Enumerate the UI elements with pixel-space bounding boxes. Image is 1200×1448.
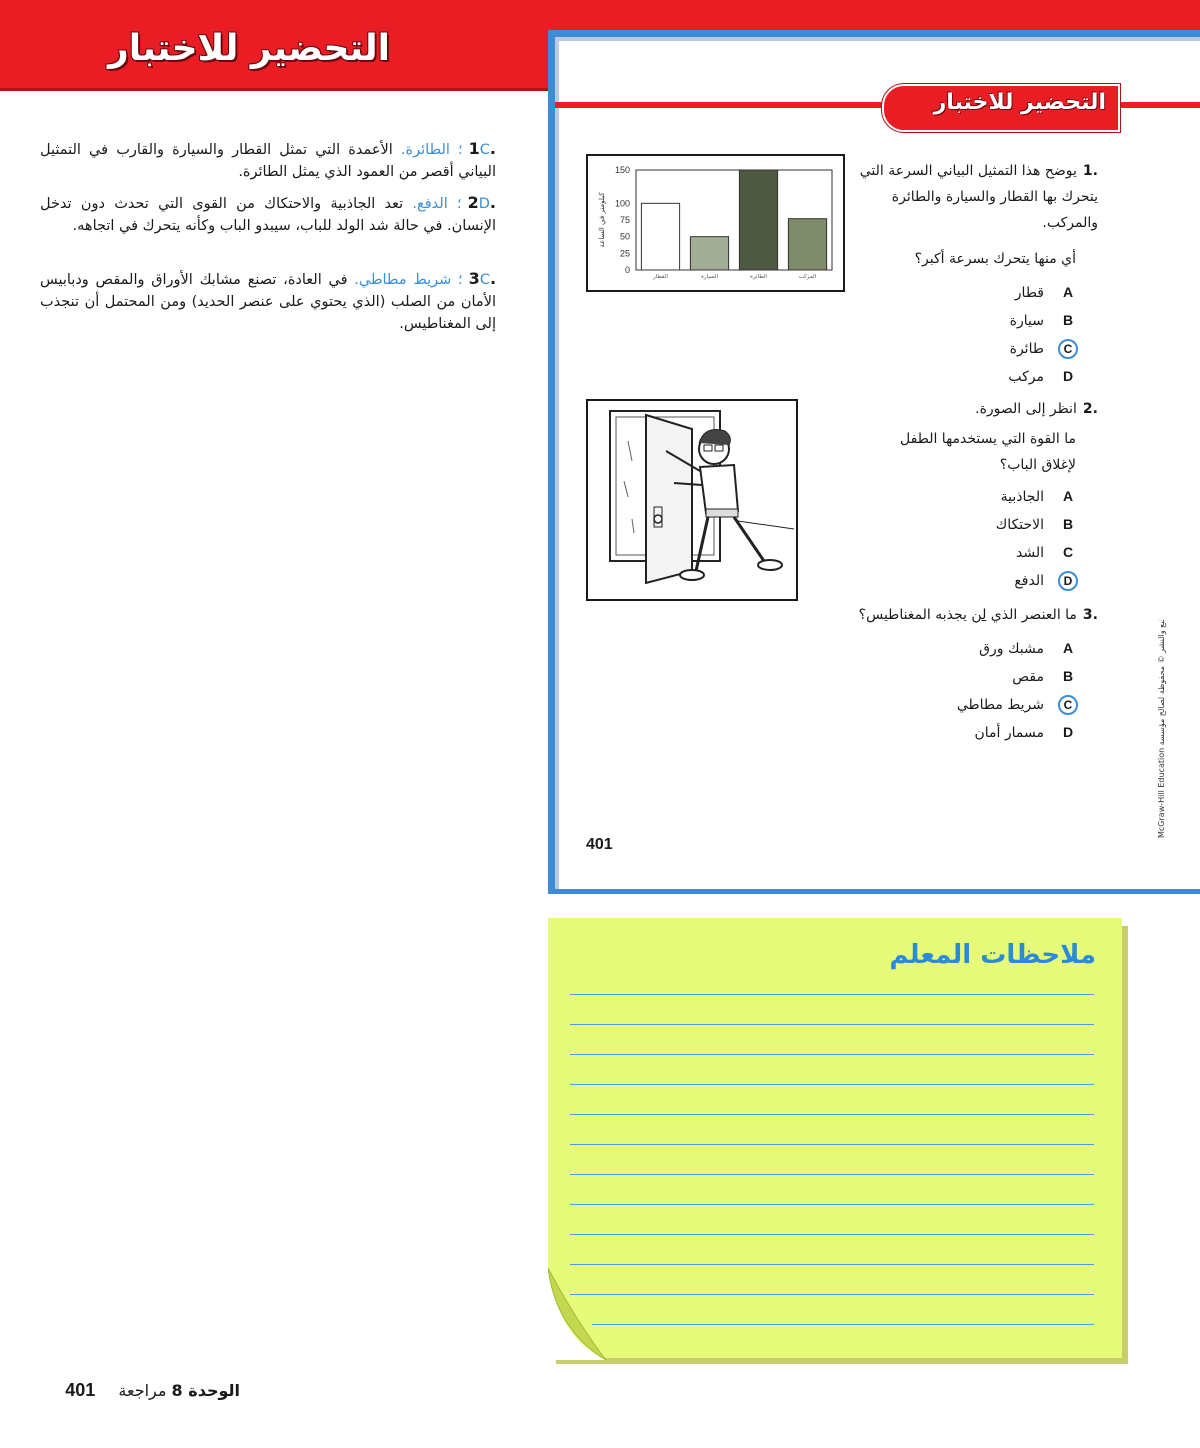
q3-option-c[interactable] <box>918 692 1078 718</box>
note-line <box>570 1084 1094 1085</box>
question-stem-emphasis: لن <box>971 607 987 623</box>
note-line <box>570 1294 1094 1295</box>
question-number: .2 <box>1082 401 1098 417</box>
question-stem: يوضح هذا التمثيل البياني السرعة التي يتحرك بها القطار والسيارة والطائرة والمركب. <box>859 163 1098 231</box>
question-number: .1 <box>1082 163 1098 179</box>
option-letter: D <box>1062 724 1074 740</box>
answer-3 <box>40 268 496 335</box>
q2-option-d[interactable] <box>918 568 1078 594</box>
note-line <box>570 1204 1094 1205</box>
y-tick-label: 75 <box>619 215 630 225</box>
footer-page-number: 401 <box>65 1380 96 1400</box>
answer-key: D؛ الدفع. <box>412 196 490 212</box>
copyright-text: McGraw-Hill Education حقوق الطبع والنشر © محفوظة لصالح مؤسسة <box>1157 620 1166 838</box>
option-letter: C <box>1062 544 1074 560</box>
note-line <box>570 1264 1094 1265</box>
correct-answer-circle: C <box>1058 695 1078 715</box>
question-3 <box>820 602 1098 628</box>
option-text: الشد <box>1016 545 1044 561</box>
page-footer <box>40 1380 240 1401</box>
y-tick-label: 150 <box>614 165 630 175</box>
note-line <box>570 1234 1094 1235</box>
x-category-label: الطائرة <box>750 274 767 280</box>
chart-canvas <box>588 156 843 290</box>
option-text: شريط مطاطي <box>956 697 1044 713</box>
y-tick-label: 0 <box>624 265 630 275</box>
page-curl <box>548 1268 608 1364</box>
y-tick-label: 25 <box>619 248 630 259</box>
question-stem-start: ما العنصر الذي <box>986 607 1077 623</box>
student-page-title: التحضير للاختبار <box>933 90 1106 115</box>
option-text: الجاذبية <box>1000 489 1044 505</box>
option-letter: B <box>1062 668 1074 684</box>
answer-text: تعد الجاذبية والاحتكاك من القوى التي تحدث دون تدخل الإنسان. في حالة شد الولد للباب، سيبدو الباب وكأنه يتحرك في اتجاهه. <box>40 196 496 234</box>
question-stem: انظر إلى الصورة. <box>975 401 1077 417</box>
option-text: الدفع <box>1014 573 1044 589</box>
x-category-label: القطار <box>653 274 668 280</box>
x-category-label: المركب <box>798 274 817 280</box>
option-letter: D <box>1062 368 1074 384</box>
q2-option-c[interactable] <box>918 540 1078 566</box>
y-tick-label: 100 <box>614 198 630 209</box>
answer-text: الأعمدة التي تمثل القطار والسيارة والقارب في التمثيل البياني أقصر من العمود الذي يمثل الطائرة. <box>40 142 496 180</box>
boy-closing-door-illustration <box>586 399 798 601</box>
copyright-credit <box>1150 620 1170 840</box>
option-letter: B <box>1062 312 1074 328</box>
option-text: مركب <box>1008 369 1044 385</box>
option-letter: B <box>1062 516 1074 532</box>
question-number: .3 <box>1082 607 1098 623</box>
note-line <box>570 1144 1094 1145</box>
question-1-prompt: أي منها يتحرك بسرعة أكبر؟ <box>914 251 1076 267</box>
q1-option-c[interactable] <box>918 336 1078 362</box>
q2-option-a[interactable] <box>918 484 1078 510</box>
y-tick-label: 50 <box>619 231 630 242</box>
door-drawing <box>588 401 796 599</box>
correct-answer-circle: C <box>1058 339 1078 359</box>
q1-option-d[interactable] <box>918 364 1078 390</box>
bar-3 <box>739 170 777 270</box>
option-text: مشبك ورق <box>979 641 1044 657</box>
option-letter: A <box>1062 640 1074 656</box>
option-text: مقص <box>1012 669 1044 685</box>
chart-y-axis-label: كيلومتر في الساعة <box>598 192 606 248</box>
speed-bar-chart <box>586 154 845 292</box>
question-2-prompt: ما القوة التي يستخدمها الطفل لإغلاق الباب؟ <box>900 431 1076 473</box>
question-2 <box>900 396 1098 422</box>
note-line <box>570 1054 1094 1055</box>
bar-4 <box>788 219 826 270</box>
option-text: قطار <box>1014 285 1044 301</box>
q1-option-b[interactable] <box>918 308 1078 334</box>
answer-text: في العادة، تصنع مشابك الأوراق والمقص ودبابيس الأمان من الصلب (الذي يحتوي على عنصر الحديد) ومن المحتمل أن تنجذب إلى المغناطيس. <box>40 272 496 332</box>
answer-number: .1 <box>468 139 496 158</box>
note-line <box>570 1174 1094 1175</box>
answer-number: .2 <box>467 193 496 212</box>
note-line <box>570 1114 1094 1115</box>
footer-label: مراجعة <box>118 1381 167 1400</box>
answer-1 <box>40 138 496 183</box>
teacher-notes-title: ملاحظات المعلم <box>889 940 1096 970</box>
option-text: طائرة <box>1009 341 1044 357</box>
student-page-number: 401 <box>586 836 613 853</box>
page-title: التحضير للاختبار <box>107 28 390 69</box>
option-text: مسمار أمان <box>974 725 1044 741</box>
note-line <box>570 1024 1094 1025</box>
q2-option-b[interactable] <box>918 512 1078 538</box>
q3-option-a[interactable] <box>918 636 1078 662</box>
note-line <box>592 1324 1094 1325</box>
bar-2 <box>690 237 728 270</box>
q1-option-a[interactable] <box>918 280 1078 306</box>
footer-unit: الوحدة 8 <box>171 1381 240 1400</box>
option-letter: A <box>1062 488 1074 504</box>
bar-1 <box>641 203 679 270</box>
option-text: الاحتكاك <box>995 517 1044 533</box>
answer-number: .3 <box>468 269 497 288</box>
correct-answer-circle: D <box>1058 571 1078 591</box>
option-letter: A <box>1062 284 1074 300</box>
note-line <box>570 994 1094 995</box>
teacher-notes-panel <box>548 918 1122 1358</box>
answer-2 <box>40 192 496 237</box>
question-stem-end: يجذبه المغناطيس؟ <box>858 607 972 623</box>
question-1 <box>850 158 1098 236</box>
option-text: سيارة <box>1009 313 1044 329</box>
q3-option-d[interactable] <box>918 720 1078 746</box>
answer-key: C؛ الطائرة. <box>400 142 490 158</box>
x-category-label: السيارة <box>701 274 718 280</box>
q3-option-b[interactable] <box>918 664 1078 690</box>
answer-key: C؛ شريط مطاطي. <box>354 272 490 288</box>
